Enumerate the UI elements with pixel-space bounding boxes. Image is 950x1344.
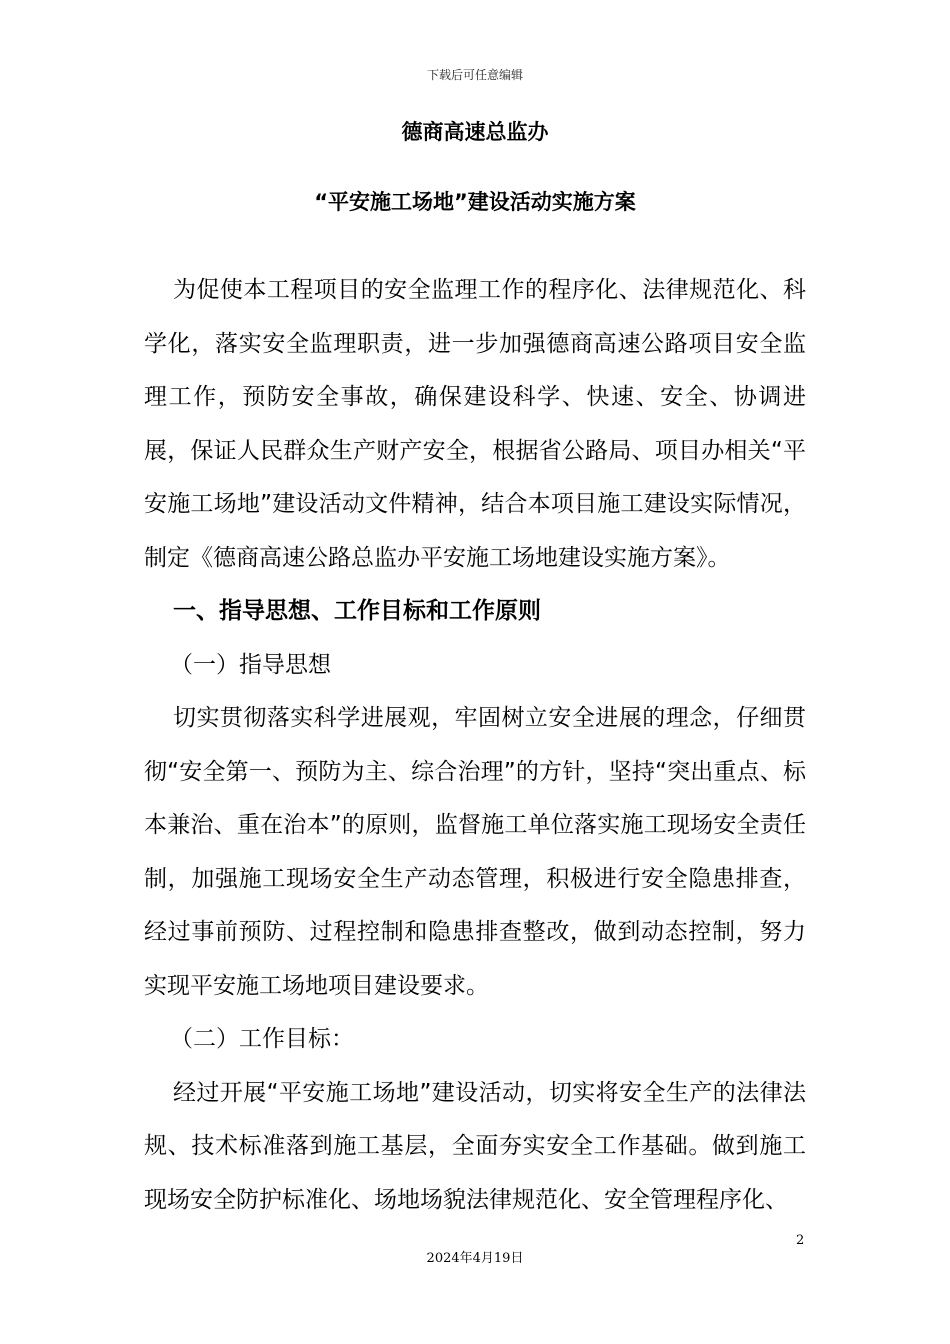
- header-note: 下载后可任意编辑: [426, 68, 523, 82]
- section1-heading: 一、指导思想、工作目标和工作原则: [173, 598, 541, 624]
- footer-date: 2024年4月19日: [426, 1251, 524, 1266]
- document-title-line2: “平安施工场地”建设活动实施方案: [314, 190, 636, 214]
- page-number: 2: [796, 1233, 805, 1248]
- document-title-line1: 德商高速总监办: [401, 120, 549, 144]
- intro-paragraph: 为促使本工程项目的安全监理工作的程序化、法律规范化、科学化，落实安全监理职责，进一步加强德商高速公路项目安全监理工作，预防安全事故，确保建设科学、快速、安全、协调进展，保证人民群众生产财产安全，根据省公路局、项目办相关“平安施工场地”建设活动文件精神，结合本项目施工建设实际情况，制定《德商高速公路总监办平安施工场地建设实施方案》。: [144, 277, 806, 571]
- document-body: [144, 264, 806, 1227]
- subsection2-paragraph: 经过开展“平安施工场地”建设活动，切实将安全生产的法律法规、技术标准落到施工基层，全面夯实安全工作基础。做到施工现场安全防护标准化、场地场貌法律规范化、安全管理程序化、: [144, 1079, 806, 1213]
- subsection1-paragraph: 切实贯彻落实科学进展观，牢固树立安全进展的理念，仔细贯彻“安全第一、预防为主、综合治理”的方针，坚持“突出重点、标本兼治、重在治本”的原则，监督施工单位落实施工现场安全责任制，加强施工现场安全生产动态管理，积极进行安全隐患排查，经过事前预防、过程控制和隐患排查整改，做到动态控制，努力实现平安施工场地项目建设要求。: [144, 705, 806, 999]
- subsection2-heading: （二）工作目标：: [170, 1026, 354, 1052]
- subsection1-heading: （一）指导思想: [170, 651, 331, 678]
